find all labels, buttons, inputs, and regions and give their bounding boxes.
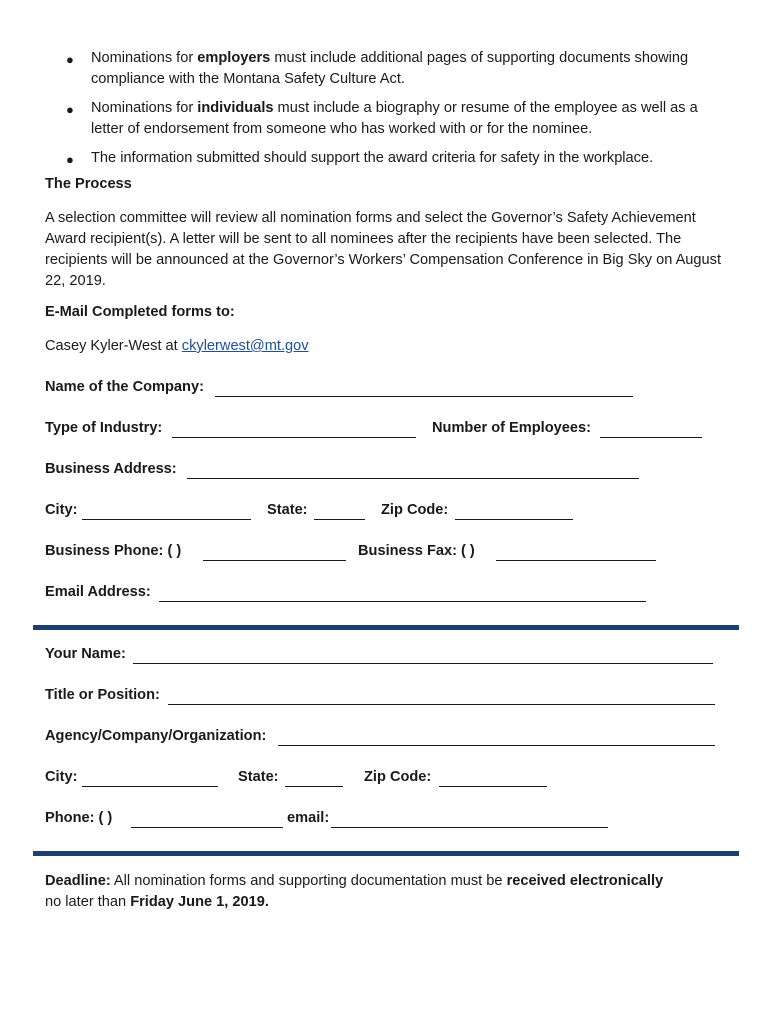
industry-field[interactable] (172, 437, 416, 438)
bullet-dot: ● (66, 152, 74, 167)
nominator-email-field[interactable] (331, 827, 608, 828)
agency-field[interactable] (278, 745, 715, 746)
business-address-field[interactable] (187, 478, 639, 479)
section-divider (33, 625, 739, 630)
business-fax-label: Business Fax: ( ) (358, 543, 475, 559)
company-name-field[interactable] (215, 396, 633, 397)
email-link[interactable]: ckylerwest@mt.gov (181, 338, 309, 354)
company-state-field[interactable] (314, 519, 365, 520)
nominator-phone-label: Phone: ( ) (45, 810, 113, 826)
company-zip-label: Zip Code: (381, 502, 449, 518)
your-name-label: Your Name: (45, 646, 126, 662)
your-name-field[interactable] (133, 663, 713, 664)
email-address-label: Email Address: (45, 584, 151, 600)
title-label: Title or Position: (45, 687, 160, 703)
bullet-individuals: Nominations for individuals must include a biography or resume of the employee as well as a letter of endorsement from someone who has worked with or for the nominee. (91, 100, 698, 137)
company-city-label: City: (45, 502, 78, 518)
deadline-text: Deadline: All nomination forms and supporting documentation must be received electronically no later than Friday June 1, 2019. (45, 873, 664, 910)
nominator-zip-label: Zip Code: (364, 769, 432, 785)
bullet-criteria: The information submitted should support the award criteria for safety in the workplace. (91, 150, 654, 166)
bullet-employers: Nominations for employers must include additional pages of supporting documents showing compliance with the Montana Safety Culture Act. (91, 50, 689, 87)
company-name-label: Name of the Company: (45, 379, 204, 395)
business-fax-field[interactable] (496, 560, 656, 561)
bullet-dot: ● (66, 52, 74, 67)
process-text: A selection committee will review all nomination forms and select the Governor’s Safety Achievement Award recipient(s). A letter will be sent to all nominees after the recipients have been selected. The recipients will be announced at the Governor’s Workers’ Compensation Conference in Big Sky on August 22, 2019. (45, 210, 722, 289)
employees-label: Number of Employees: (432, 420, 591, 436)
employees-field[interactable] (600, 437, 702, 438)
nominator-email-label: email: (287, 810, 330, 826)
nominator-state-label: State: (238, 769, 279, 785)
nominator-city-field[interactable] (82, 786, 218, 787)
agency-label: Agency/Company/Organization: (45, 728, 267, 744)
company-city-field[interactable] (82, 519, 251, 520)
company-zip-field[interactable] (455, 519, 573, 520)
business-address-label: Business Address: (45, 461, 177, 477)
email-address-field[interactable] (159, 601, 646, 602)
business-phone-label: Business Phone: ( ) (45, 543, 182, 559)
company-state-label: State: (267, 502, 308, 518)
industry-label: Type of Industry: (45, 420, 163, 436)
title-field[interactable] (168, 704, 715, 705)
process-heading: The Process (45, 176, 132, 192)
nominator-state-field[interactable] (285, 786, 343, 787)
section-divider (33, 851, 739, 856)
nominator-phone-field[interactable] (131, 827, 283, 828)
email-heading: E-Mail Completed forms to: (45, 304, 235, 320)
nominator-city-label: City: (45, 769, 78, 785)
nominator-zip-field[interactable] (439, 786, 547, 787)
business-phone-field[interactable] (203, 560, 346, 561)
bullet-dot: ● (66, 102, 74, 117)
email-contact: Casey Kyler-West at ckylerwest@mt.gov (45, 338, 309, 354)
